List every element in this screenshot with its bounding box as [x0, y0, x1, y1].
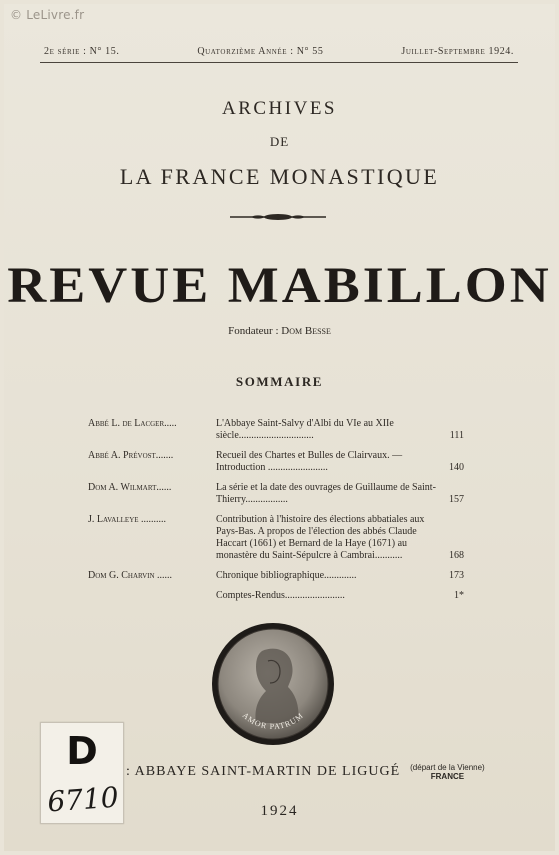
toc-entry — [88, 570, 464, 582]
issue-date: Juillet-Septembre 1924. — [401, 46, 514, 57]
toc-title: Comptes-Rendus........................ — [216, 590, 345, 601]
toc-author: Abbé A. Prévost....... — [88, 450, 174, 461]
toc-entry — [88, 482, 464, 506]
toc-page: 157 — [449, 494, 464, 505]
toc-author: Dom G. Charvin ...... — [88, 570, 173, 581]
toc-page: 173 — [449, 570, 464, 581]
toc-page: 1* — [454, 590, 464, 601]
masthead-france-monastique: LA FRANCE MONASTIQUE — [119, 164, 440, 189]
table-of-contents — [88, 418, 464, 610]
publisher-department — [410, 763, 485, 781]
toc-title: L'Abbaye Saint-Salvy d'Albi du VIe au XIIe siècle.............................. — [216, 418, 394, 441]
ornament-divider — [228, 211, 328, 223]
founder-label: Fondateur : — [228, 325, 282, 337]
main-title: REVUE MABILLON — [7, 256, 552, 314]
issue-header — [44, 46, 514, 57]
department-text: (départ de la Vienne) — [410, 763, 485, 772]
toc-title: La série et la date des ouvrages de Guillaume de Saint-Thierry................. — [216, 482, 436, 505]
toc-title: Recueil des Chartes et Bulles de Clairvaux. — Introduction ........................ — [216, 450, 403, 473]
masthead-archives: ARCHIVES — [221, 98, 337, 119]
toc-author: J. Lavalleye .......... — [88, 514, 167, 525]
toc-page: 111 — [449, 430, 464, 441]
toc-author: Abbé L. de Lacger..... — [88, 418, 177, 429]
toc-entry — [88, 418, 464, 442]
toc-page: 140 — [449, 462, 464, 473]
country-text: FRANCE — [430, 772, 465, 781]
toc-entry — [88, 514, 464, 562]
stamp-letter: D — [66, 729, 98, 773]
toc-title: Contribution à l'histoire des élections abbatiales aux Pays-Bas. A propos de l'élection des abbés Claude Haccart (1661) et Bernard de la Haye (1671) au monastère du Saint-Sépulcre à Cambrai........... — [216, 514, 425, 561]
sommaire-heading: SOMMAIRE — [235, 374, 324, 389]
toc-entry — [88, 450, 464, 474]
toc-title: Chronique bibliographique............. — [216, 570, 357, 581]
year-volume: Quatorzième Année : N° 55 — [197, 46, 324, 57]
founder-line — [0, 325, 559, 337]
abbey-seal-medallion — [210, 621, 336, 747]
watermark: © LeLivre.fr — [10, 8, 85, 22]
founder-name: Dom Besse — [281, 325, 331, 337]
header-divider — [40, 62, 518, 63]
publisher-line — [126, 764, 526, 781]
masthead-de: DE — [269, 134, 290, 149]
series-number: 2e série : N° 15. — [44, 46, 120, 57]
stamp-handwritten-number: 6710 — [46, 780, 120, 819]
toc-page: 168 — [449, 550, 464, 561]
toc-entry — [88, 590, 464, 602]
seal-motto: AMOR PATRUM — [240, 710, 306, 732]
toc-author: Dom A. Wilmart...... — [88, 482, 172, 493]
publisher-name: : ABBAYE SAINT-MARTIN DE LIGUGÉ — [126, 764, 401, 779]
publication-year: 1924 — [260, 803, 299, 819]
